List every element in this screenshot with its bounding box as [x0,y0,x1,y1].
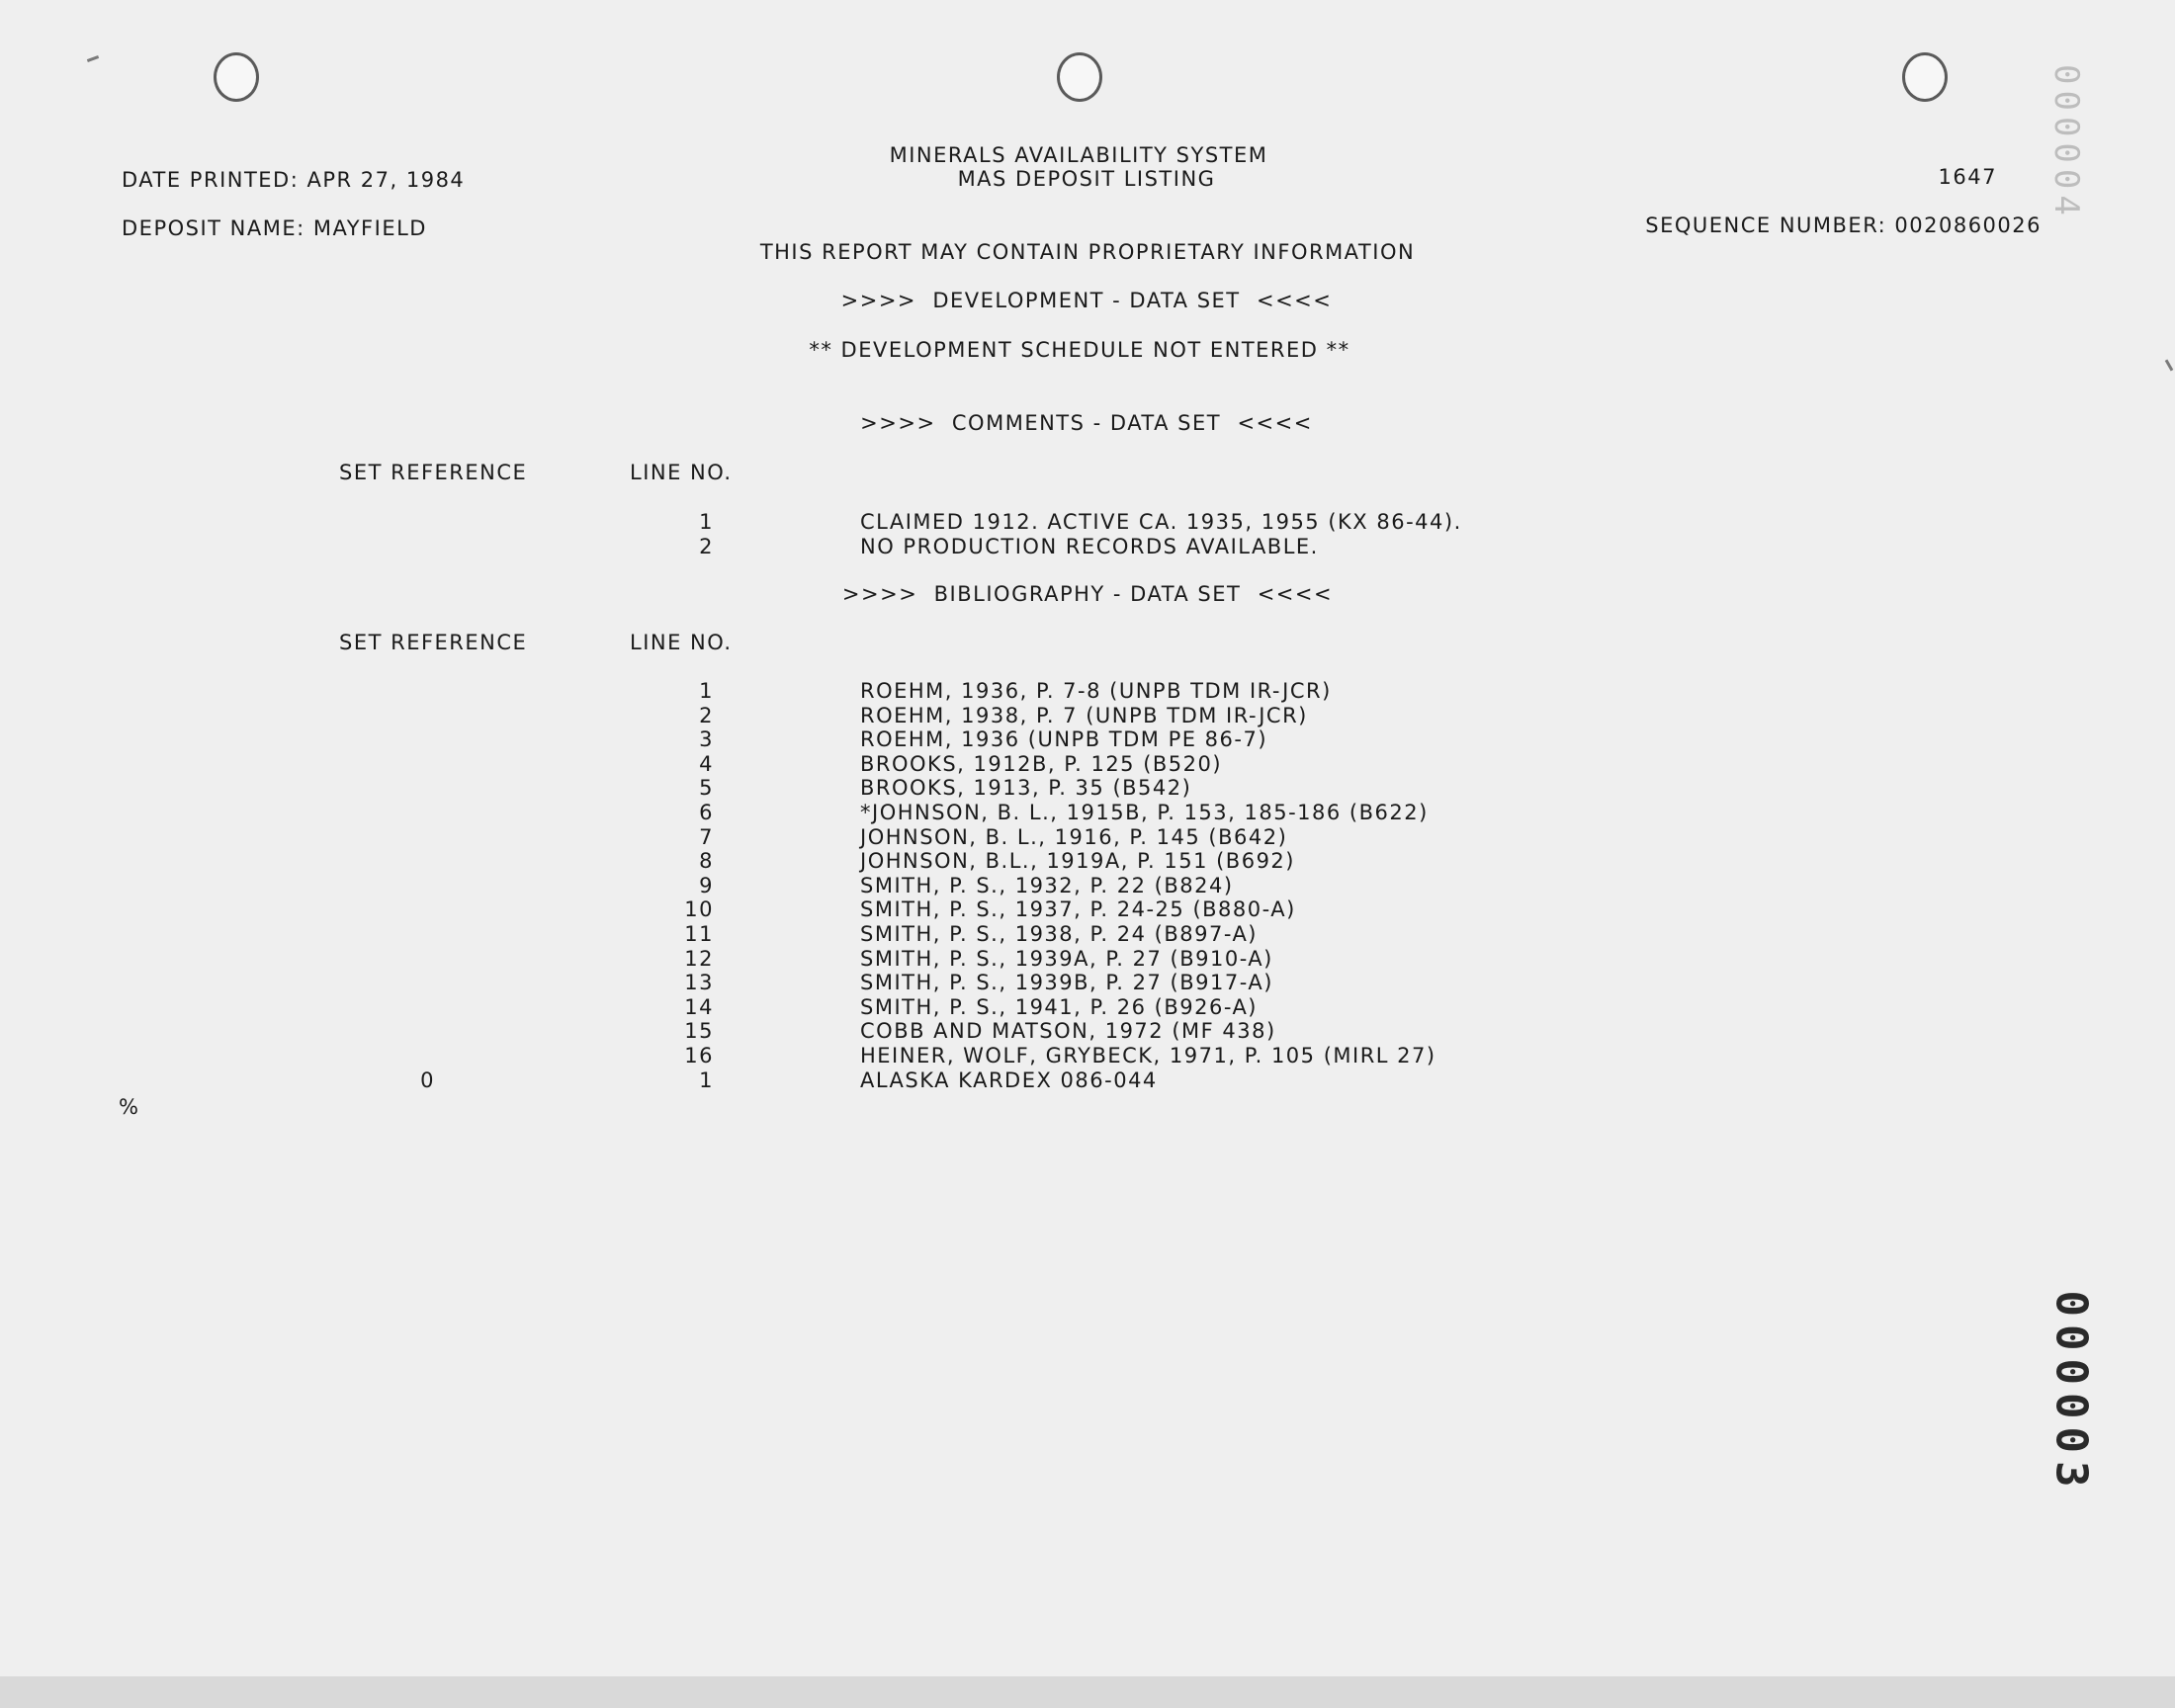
scan-speck [87,55,99,62]
line-no-cell: 13 [684,971,714,995]
entry-text-cell: SMITH, P. S., 1941, P. 26 (B926-A) [860,994,1259,1019]
entry-text-cell: *JOHNSON, B. L., 1915B, P. 153, 185-186 (B622) [860,801,1429,824]
frame-number-stamp-bottom: 000003 [2045,1290,2097,1495]
entry-text-cell: SMITH, P. S., 1939B, P. 27 (B917-A) [860,971,1273,995]
comments-heading: >>>> COMMENTS - DATA SET <<<< [860,411,1313,435]
punch-hole-right [1902,52,1948,102]
comments-col-line-no: LINE NO. [630,461,733,484]
entry-text-cell: SMITH, P. S., 1938, P. 24 (B897-A) [860,922,1259,946]
line-no-cell: 2 [699,534,714,558]
line-no-cell: 16 [684,1044,714,1068]
line-no-cell: 1 [699,510,714,534]
entry-text-cell: BROOKS, 1912B, P. 125 (B520) [860,751,1223,776]
line-no-cell: 3 [699,727,714,752]
comments-col-set-reference: SET REFERENCE [339,461,528,484]
entry-text-cell: CLAIMED 1912. ACTIVE CA. 1935, 1955 (KX 86-44). [860,510,1462,534]
line-no-cell: 1 [699,679,714,703]
entry-text-cell: NO PRODUCTION RECORDS AVAILABLE. [860,534,1319,558]
punch-hole-left [214,52,259,102]
line-no-cell: 8 [699,849,714,874]
line-no-cell: 7 [699,824,714,849]
set-reference-cell: 0 [420,1068,435,1092]
development-note: ** DEVELOPMENT SCHEDULE NOT ENTERED ** [809,338,1350,362]
line-no-cell: 11 [684,922,714,946]
bibliography-heading: >>>> BIBLIOGRAPHY - DATA SET <<<< [841,582,1334,606]
entry-text-cell: ROEHM, 1938, P. 7 (UNPB TDM IR-JCR) [860,703,1308,727]
entry-text-cell: JOHNSON, B.L., 1919A, P. 151 (B692) [860,849,1295,874]
proprietary-notice: THIS REPORT MAY CONTAIN PROPRIETARY INFORMATION [759,240,1416,264]
scan-speck [2165,360,2174,372]
entry-text-cell: HEINER, WOLF, GRYBECK, 1971, P. 105 (MIRL 27) [860,1044,1436,1068]
listing-title: MAS DEPOSIT LISTING [957,167,1216,191]
system-title: MINERALS AVAILABILITY SYSTEM [889,143,1268,167]
frame-number-stamp-top: 000004 [2046,64,2086,221]
line-no-cell: 4 [699,751,714,776]
page-number: 1647 [1938,165,1997,189]
development-heading: >>>> DEVELOPMENT - DATA SET <<<< [840,289,1333,312]
footer-mark: % [119,1095,140,1119]
entry-text-cell: BROOKS, 1913, P. 35 (B542) [860,776,1192,801]
entry-text-cell: SMITH, P. S., 1939A, P. 27 (B910-A) [860,946,1273,971]
entry-text-cell: SMITH, P. S., 1932, P. 22 (B824) [860,873,1234,897]
line-no-cell: 15 [684,1019,714,1044]
scan-bottom-edge [0,1676,2175,1708]
line-no-cell: 14 [684,994,714,1019]
line-no-cell: 12 [684,946,714,971]
entry-text-cell: JOHNSON, B. L., 1916, P. 145 (B642) [860,824,1288,849]
bibliography-col-set-reference: SET REFERENCE [339,631,528,654]
deposit-name: DEPOSIT NAME: MAYFIELD [122,216,427,240]
entry-text-cell: ALASKA KARDEX 086-044 [860,1068,1158,1092]
punch-hole-center [1057,52,1102,102]
entry-text-cell: COBB AND MATSON, 1972 (MF 438) [860,1019,1276,1044]
line-no-cell: 5 [699,776,714,801]
date-printed: DATE PRINTED: APR 27, 1984 [122,168,466,192]
entry-text-cell: ROEHM, 1936, P. 7-8 (UNPB TDM IR-JCR) [860,679,1332,703]
line-no-cell: 2 [699,703,714,727]
line-no-cell: 9 [699,873,714,897]
bibliography-col-line-no: LINE NO. [630,631,733,654]
line-no-cell: 6 [699,801,714,824]
entry-text-cell: ROEHM, 1936 (UNPB TDM PE 86-7) [860,727,1268,752]
sequence-number: SEQUENCE NUMBER: 0020860026 [1645,214,2042,237]
entry-text-cell: SMITH, P. S., 1937, P. 24-25 (B880-A) [860,897,1296,922]
line-no-cell: 10 [684,897,714,922]
line-no-cell: 1 [699,1068,714,1092]
